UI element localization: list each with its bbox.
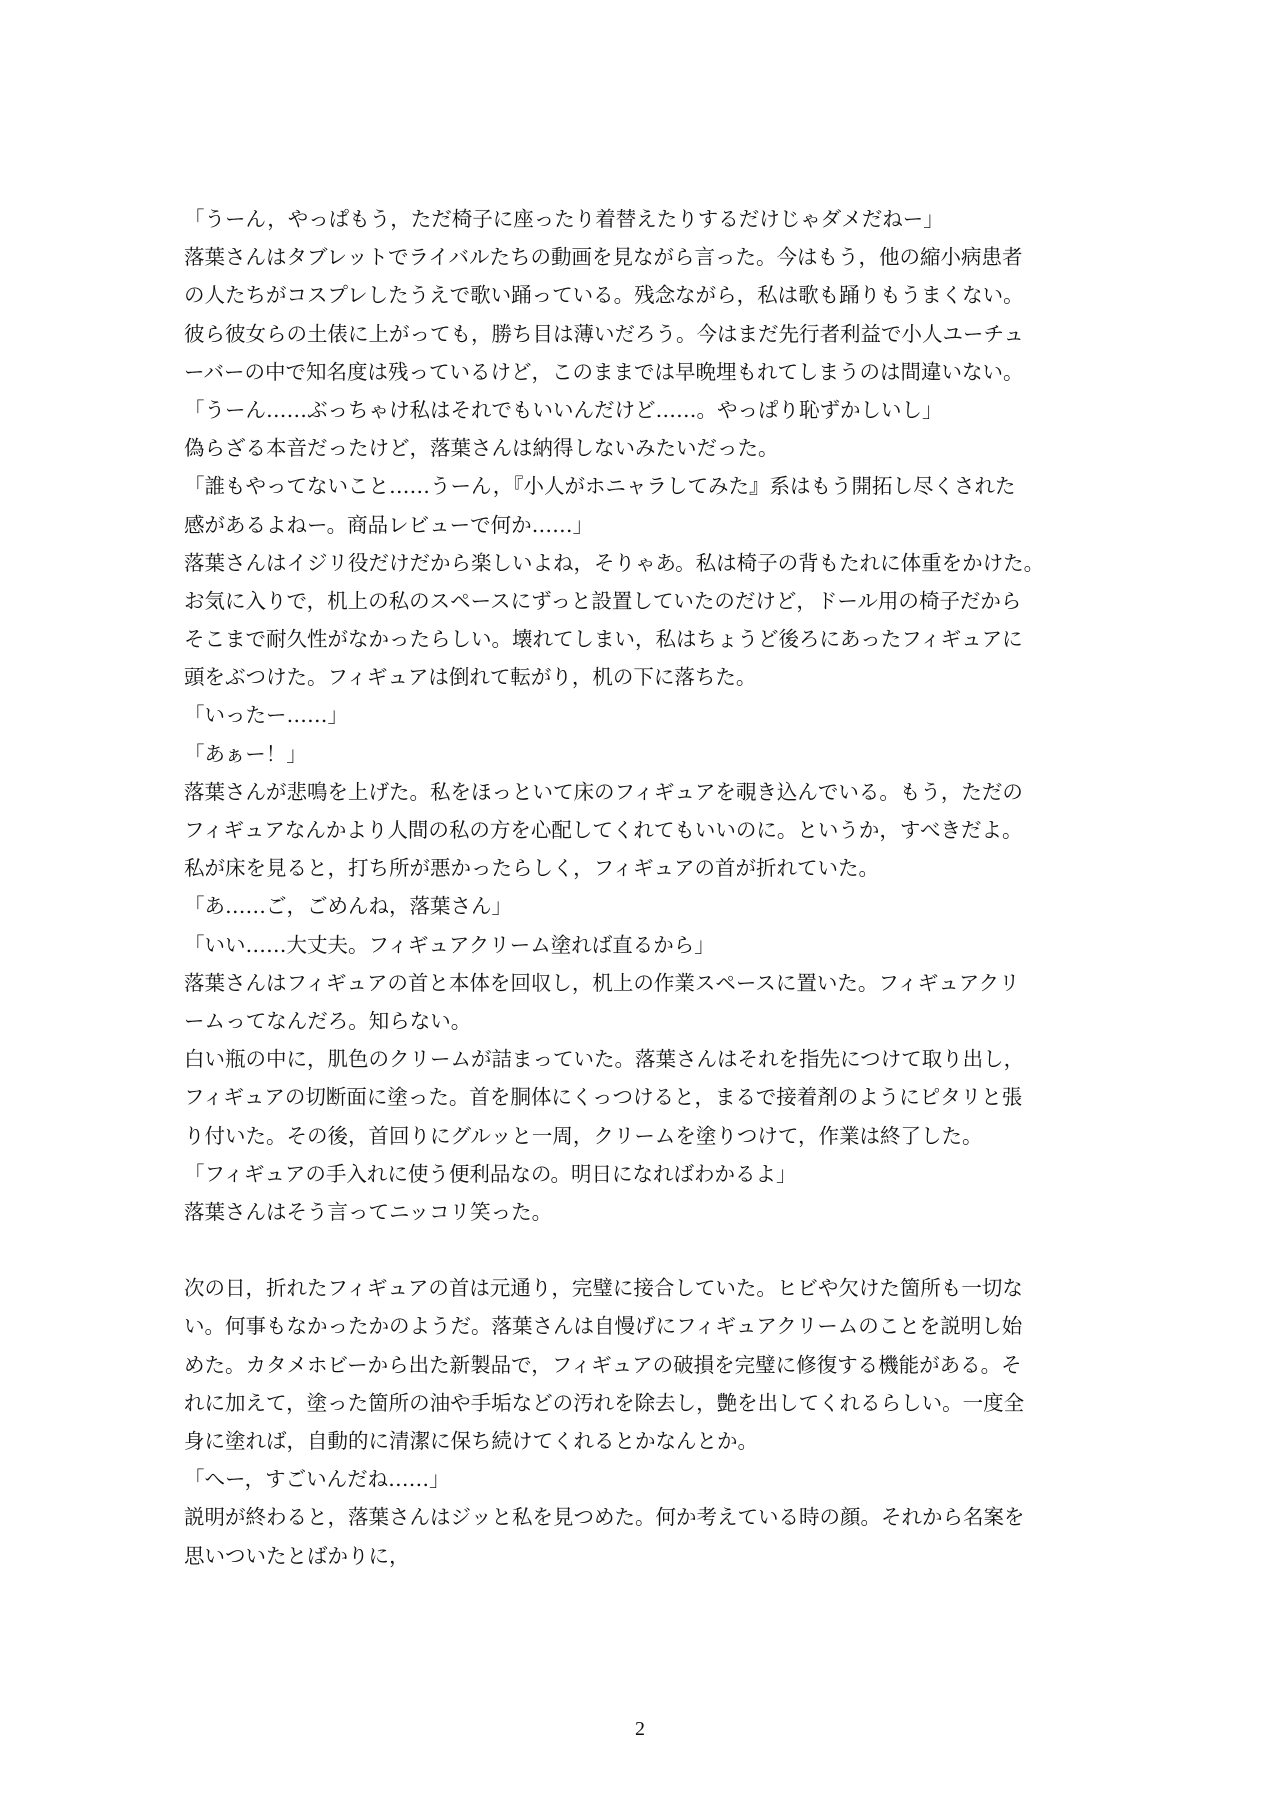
body-text (184, 200, 1104, 1575)
text-line: い。何事もなかったかのようだ。落葉さんは自慢げにフィギュアクリームのことを説明し始 (184, 1314, 1023, 1339)
text-line: 「いい……大丈夫。フィギュアクリーム塗れば直るから」 (184, 932, 715, 957)
text-line: 感があるよねー。商品レビューで何か……」 (184, 512, 594, 537)
text-line: 「うーん……ぶっちゃけ私はそれでもいいんだけど……。やっぱり恥ずかしいし」 (184, 397, 943, 422)
text-line: 思いついたとばかりに， (184, 1543, 410, 1568)
text-line: 白い瓶の中に，肌色のクリームが詰まっていた。落葉さんはそれを指先につけて取り出し， (184, 1047, 1025, 1072)
text-line: 彼ら彼女らの土俵に上がっても，勝ち目は薄いだろう。今はまだ先行者利益で小人ユーチュ (184, 321, 1024, 346)
text-line: そこまで耐久性がなかったらしい。壊れてしまい，私はちょうど後ろにあったフィギュアに (184, 627, 1023, 652)
text-line: 「誰もやってないこと……うーん，『小人がホニャラしてみた』系はもう開拓し尽くされた (184, 474, 1016, 499)
text-line: 私が床を見ると，打ち所が悪かったらしく，フィギュアの首が折れていた。 (184, 856, 879, 881)
text-line: 「フィギュアの手入れに使う便利品なの。明日になればわかるよ」 (184, 1161, 797, 1186)
text-line: の人たちがコスプレしたうえで歌い踊っている。残念ながら，私は歌も踊りもうまくない。 (184, 283, 1024, 308)
text-line: 偽らざる本音だったけど，落葉さんは納得しないみたいだった。 (184, 436, 779, 461)
text-line: 説明が終わると，落葉さんはジッと私を見つめた。何か考えている時の顔。それから名案を (184, 1505, 1025, 1530)
text-line: れに加えて，塗った箇所の油や手垢などの汚れを除去し，艶を出してくれるらしい。一度全 (184, 1390, 1025, 1415)
text-line: 落葉さんが悲鳴を上げた。私をほっといて床のフィギュアを覗き込んでいる。もう，ただの (184, 779, 1023, 804)
blank-line (184, 1231, 1104, 1269)
text-line: フィギュアなんかより人間の私の方を心配してくれてもいいのに。というか，すべきだよ。 (184, 818, 1023, 842)
text-line: ーバーの中で知名度は残っているけど，このままでは早晩埋もれてしまうのは間違いない。 (184, 359, 1024, 384)
text-line: 落葉さんはタブレットでライバルたちの動画を見ながら言った。今はもう，他の縮小病患者 (184, 245, 1023, 270)
text-line: フィギュアの切断面に塗った。首を胴体にくっつけると，まるで接着剤のようにピタリと張 (184, 1085, 1023, 1110)
text-line: 落葉さんはイジリ役だけだから楽しいよね，そりゃあ。私は椅子の背もたれに体重をかけた。 (184, 550, 1045, 575)
text-line: 頭をぶつけた。フィギュアは倒れて転がり，机の下に落ちた。 (184, 665, 757, 690)
text-line: 次の日，折れたフィギュアの首は元通り，完璧に接合していた。ヒビや欠けた箇所も一切な (184, 1276, 1023, 1301)
text-line: 「うーん，やっぱもう，ただ椅子に座ったり着替えたりするだけじゃダメだねー」 (184, 207, 944, 231)
text-line: ームってなんだろ。知らない。 (184, 1008, 472, 1033)
text-line: 身に塗れば，自動的に清潔に保ち続けてくれるとかなんとか。 (184, 1429, 758, 1453)
text-line: 落葉さんはそう言ってニッコリ笑った。 (184, 1199, 553, 1224)
text-line: お気に入りで，机上の私のスペースにずっと設置していたのだけど，ドール用の椅子だから (184, 588, 1022, 613)
text-line: り付いた。その後，首回りにグルッと一周，クリームを塗りつけて，作業は終了した。 (184, 1123, 983, 1148)
text-line: 落葉さんはフィギュアの首と本体を回収し，机上の作業スペースに置いた。フィギュアクリ (184, 970, 1020, 995)
text-line: 「いったー……」 (184, 703, 348, 728)
text-line: 「あぁー！」 (184, 741, 307, 766)
text-line: 「あ……ご，ごめんね，落葉さん」 (184, 894, 512, 919)
text-line: 「へー，すごいんだね……」 (184, 1467, 450, 1492)
text-line: めた。カタメホビーから出た新製品で，フィギュアの破損を完璧に修復する機能がある。そ (184, 1352, 1022, 1377)
page-number: 2 (635, 1718, 645, 1740)
